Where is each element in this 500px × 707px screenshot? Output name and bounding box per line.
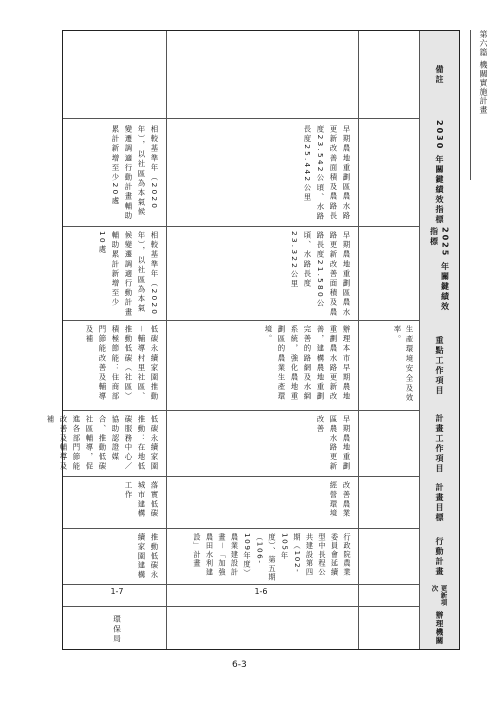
header-keywork-label: 重點工作項目 — [435, 336, 444, 396]
side-header: 第六篇 機關實施計畫 — [470, 30, 489, 180]
header-update-label: 更新項次 — [430, 585, 448, 606]
header-workitem-cell — [419, 411, 459, 477]
row1-work-item: 早期農地重劃區農水路更新改善 — [316, 415, 351, 472]
header-goal-cell — [419, 477, 459, 529]
row2-goal: 落實低碳城市建構工作 — [124, 481, 159, 519]
header-action-cell — [419, 529, 459, 585]
row2-agency: 環保局 — [112, 614, 122, 644]
row2-key-work: 低碳永續家園推動－輔導村里社區、推動低碳（社區）積極節能：住商部門節能改善及輔導及補 — [85, 325, 159, 402]
row1-kpi2030: 早期農地重劃區農水路更新改善面積及農路長度23.542公頃、水路長度25.442公里 — [303, 125, 351, 222]
row0-key-work: 生產環境安全及效率。 — [393, 325, 414, 404]
header-workitem-label: 計畫工作項目 — [435, 414, 444, 474]
header-kpi2025-cell — [419, 227, 459, 321]
header-keywork-cell — [419, 321, 459, 411]
row2-kpi2025: 相較基準年（2020年），以社區為本氣候變遷調適行動計畫輔助累計新增至少10處 — [98, 231, 159, 318]
header-agency-cell — [419, 607, 459, 649]
row2-work-item: 低碳永續家園推動：在地低碳服務中心／協助認證媒合、推動低碳社區輔導，促進各部門節能改善及輔導及補 — [46, 415, 159, 472]
header-kpi2025-label: 2025 年關鍵績效指標 — [429, 227, 450, 313]
row1-key-work: 辦理本市早期農地重劃農水路更新改善，建構農地重劃完善的路網及水網系統，強化農地重劃區的農業生產環境。 — [264, 325, 351, 402]
row2-kpi2030: 相較基準年（2020年），以社區為本氣候變遷調適行動計畫輔助累計新增至少20處 — [111, 125, 159, 221]
page-number: 6-3 — [232, 660, 247, 670]
row2-update-item: 1-7 — [110, 587, 124, 596]
header-goal-label: 計畫目標 — [435, 483, 444, 523]
band-remark — [63, 31, 459, 119]
header-remark-label: 備註 — [435, 65, 444, 85]
header-agency-label: 辦理機關 — [435, 611, 444, 645]
row1-goal: 改善農業經營環境 — [329, 481, 351, 519]
header-action-label: 行動計畫 — [435, 537, 444, 577]
row1-action-plan: 行政院農業委員會延續型中長程公共建設第四期（102-105年度）、第五期（106-109年度）農業建設計畫－「加強農田水利建設」計畫 — [193, 533, 352, 583]
row2-action-plan: 推動低碳永續家園建構 — [137, 533, 159, 580]
header-kpi2030-label: 2030 年關鍵績效指標 — [435, 120, 444, 226]
row1-kpi2025: 早期農地重劃區農水路更新改善面積及農路長度21.580公頃、水路長度23.322公里 — [290, 231, 351, 318]
rotated-grid — [46, 31, 459, 649]
row-divider-2 — [166, 31, 167, 649]
header-update-cell — [419, 585, 459, 607]
row1-update-item: 1-6 — [254, 587, 268, 596]
header-kpi2030-cell — [419, 119, 459, 227]
header-remark-cell — [419, 31, 459, 119]
plan-table — [46, 30, 460, 650]
row-divider-1 — [358, 31, 359, 649]
